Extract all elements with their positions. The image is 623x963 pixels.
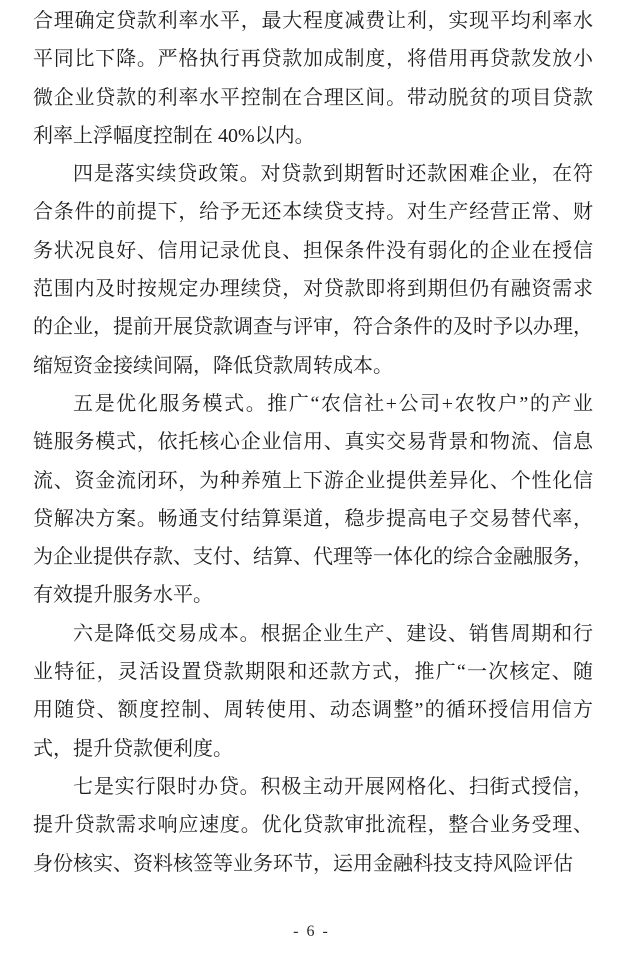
text-line: 七是实行限时办贷。积极主动开展网格化、扫街式授信， bbox=[73, 775, 593, 798]
text-line: 范围内及时按规定办理续贷，对贷款即将到期但仍有融资需求 bbox=[33, 278, 593, 301]
text-line: 平同比下降。严格执行再贷款加成制度，将借用再贷款发放小 bbox=[33, 48, 593, 71]
text-line: 六是降低交易成本。根据企业生产、建设、销售周期和行 bbox=[73, 622, 593, 645]
text-line: 的企业，提前开展贷款调查与评审，符合条件的及时予以办理， bbox=[33, 316, 593, 339]
text-line: 五是优化服务模式。推广“农信社+公司+农牧户”的产业 bbox=[73, 392, 593, 415]
text-line: 用随贷、额度控制、周转使用、动态调整”的循环授信用信方 bbox=[33, 699, 593, 722]
text-line: 链服务模式，依托核心企业信用、真实交易背景和物流、信息 bbox=[33, 431, 593, 454]
text-line: 合条件的前提下，给予无还本续贷支持。对生产经营正常、财 bbox=[33, 201, 593, 224]
text-line: 为企业提供存款、支付、结算、代理等一体化的综合金融服务， bbox=[33, 546, 593, 569]
text-line: 流、资金流闭环，为种养殖上下游企业提供差异化、个性化信 bbox=[33, 469, 593, 492]
paragraph bbox=[33, 385, 593, 615]
paragraph bbox=[33, 768, 593, 883]
text-line: 利率上浮幅度控制在 40%以内。 bbox=[33, 124, 315, 147]
text-line: 缩短资金接续间隔，降低贷款周转成本。 bbox=[33, 354, 393, 377]
page-number: - 6 - bbox=[293, 923, 330, 940]
text-line: 四是落实续贷政策。对贷款到期暂时还款困难企业，在符 bbox=[73, 163, 593, 186]
text-line: 业特征，灵活设置贷款期限和还款方式，推广“一次核定、随 bbox=[33, 661, 593, 684]
text-line: 式，提升贷款便利度。 bbox=[33, 737, 233, 760]
document-body bbox=[33, 2, 593, 883]
text-line: 务状况良好、信用记录优良、担保条件没有弱化的企业在授信 bbox=[33, 239, 593, 262]
text-line: 合理确定贷款利率水平，最大程度减费让利，实现平均利率水 bbox=[33, 10, 593, 32]
paragraph bbox=[33, 155, 593, 385]
paragraph bbox=[33, 615, 593, 768]
text-line: 提升贷款需求响应速度。优化贷款审批流程，整合业务受理、 bbox=[33, 814, 593, 837]
paragraph bbox=[33, 2, 593, 155]
text-line: 微企业贷款的利率水平控制在合理区间。带动脱贫的项目贷款 bbox=[33, 86, 593, 109]
text-line: 贷解决方案。畅通支付结算渠道，稳步提高电子交易替代率， bbox=[33, 507, 593, 530]
text-line: 身份核实、资料核签等业务环节，运用金融科技支持风险评估 bbox=[33, 852, 573, 875]
text-line: 有效提升服务水平。 bbox=[33, 584, 213, 607]
